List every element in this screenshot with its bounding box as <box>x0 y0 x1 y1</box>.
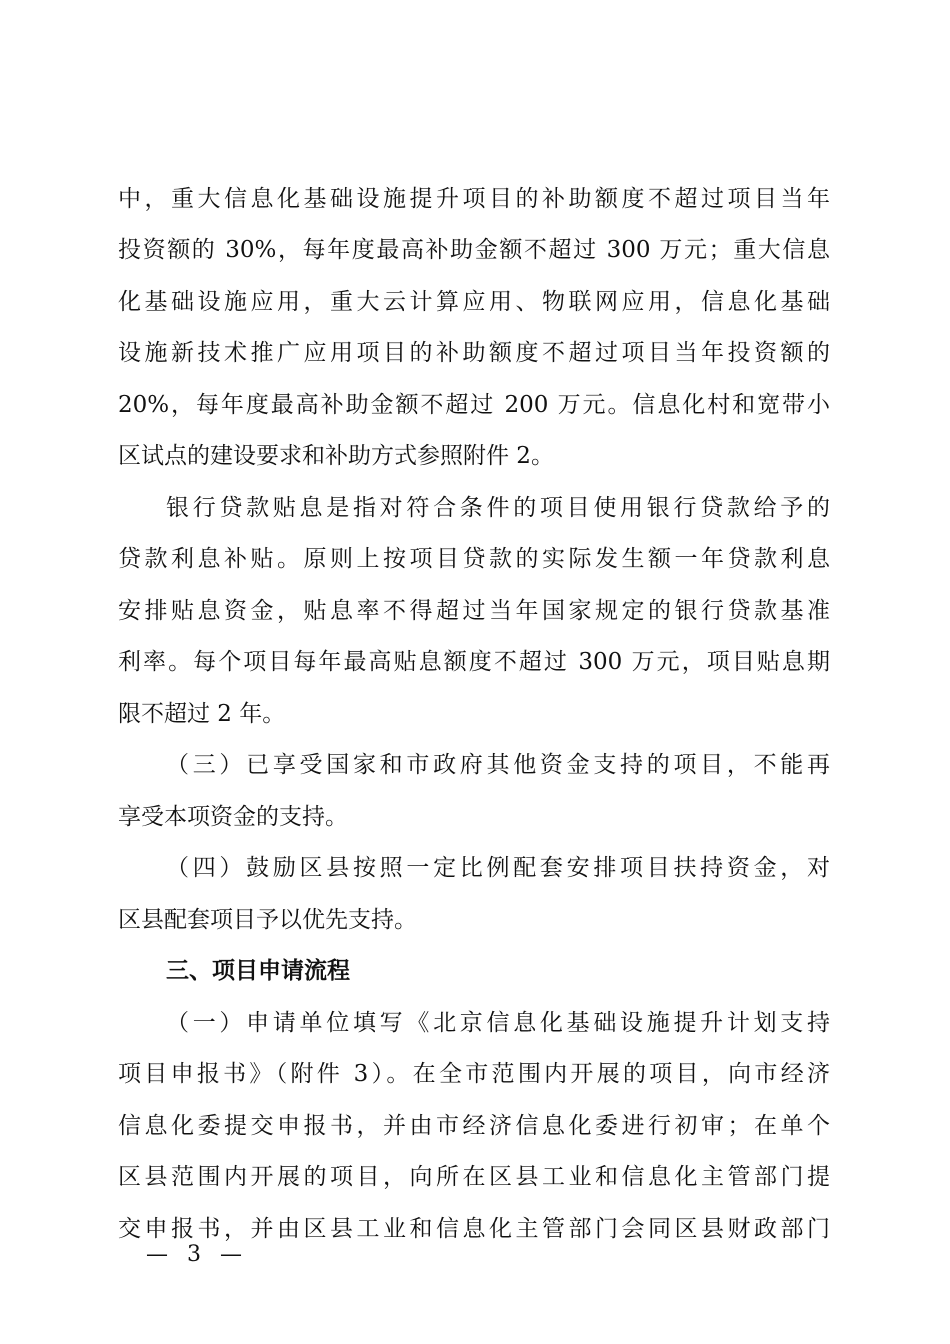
paragraph-line: 化基础设施应用，重大云计算应用、物联网应用，信息化基础 <box>118 289 830 315</box>
paragraph-line: 中，重大信息化基础设施提升项目的补助额度不超过项目当年 <box>118 186 830 212</box>
paragraph-line: 区试点的建设要求和补助方式参照附件 2。 <box>118 443 554 469</box>
paragraph-line: （四）鼓励区县按照一定比例配套安排项目扶持资金，对 <box>166 855 830 881</box>
paragraph-line: 设施新技术推广应用项目的补助额度不超过项目当年投资额的 <box>118 340 830 366</box>
paragraph-line: 区县范围内开展的项目，向所在区县工业和信息化主管部门提 <box>118 1164 830 1190</box>
paragraph-line: 投资额的 30%，每年度最高补助金额不超过 300 万元；重大信息 <box>118 237 830 263</box>
page-number: — 3 — <box>146 1242 248 1267</box>
paragraph-line: 限不超过 2 年。 <box>118 701 286 727</box>
paragraph-line: （三）已享受国家和市政府其他资金支持的项目，不能再 <box>166 752 830 778</box>
paragraph-line: 信息化委提交申报书，并由市经济信息化委进行初审；在单个 <box>118 1113 830 1139</box>
paragraph-line: 享受本项资金的支持。 <box>118 804 348 830</box>
paragraph-line: 项目申报书》（附件 3）。在全市范围内开展的项目，向市经济 <box>118 1061 830 1087</box>
paragraph-line: 区县配套项目予以优先支持。 <box>118 907 417 933</box>
paragraph-line: 银行贷款贴息是指对符合条件的项目使用银行贷款给予的 <box>166 495 830 521</box>
section-heading: 三、项目申请流程 <box>166 958 350 984</box>
paragraph-line: （一）申请单位填写《北京信息化基础设施提升计划支持 <box>166 1010 830 1036</box>
paragraph-line: 贷款利息补贴。原则上按项目贷款的实际发生额一年贷款利息 <box>118 546 830 572</box>
paragraph-line: 交申报书，并由区县工业和信息化主管部门会同区县财政部门 <box>118 1216 830 1242</box>
paragraph-line: 安排贴息资金，贴息率不得超过当年国家规定的银行贷款基准 <box>118 598 830 624</box>
paragraph-line: 20%，每年度最高补助金额不超过 200 万元。信息化村和宽带小 <box>118 392 830 418</box>
paragraph-line: 利率。每个项目每年最高贴息额度不超过 300 万元，项目贴息期 <box>118 649 830 675</box>
